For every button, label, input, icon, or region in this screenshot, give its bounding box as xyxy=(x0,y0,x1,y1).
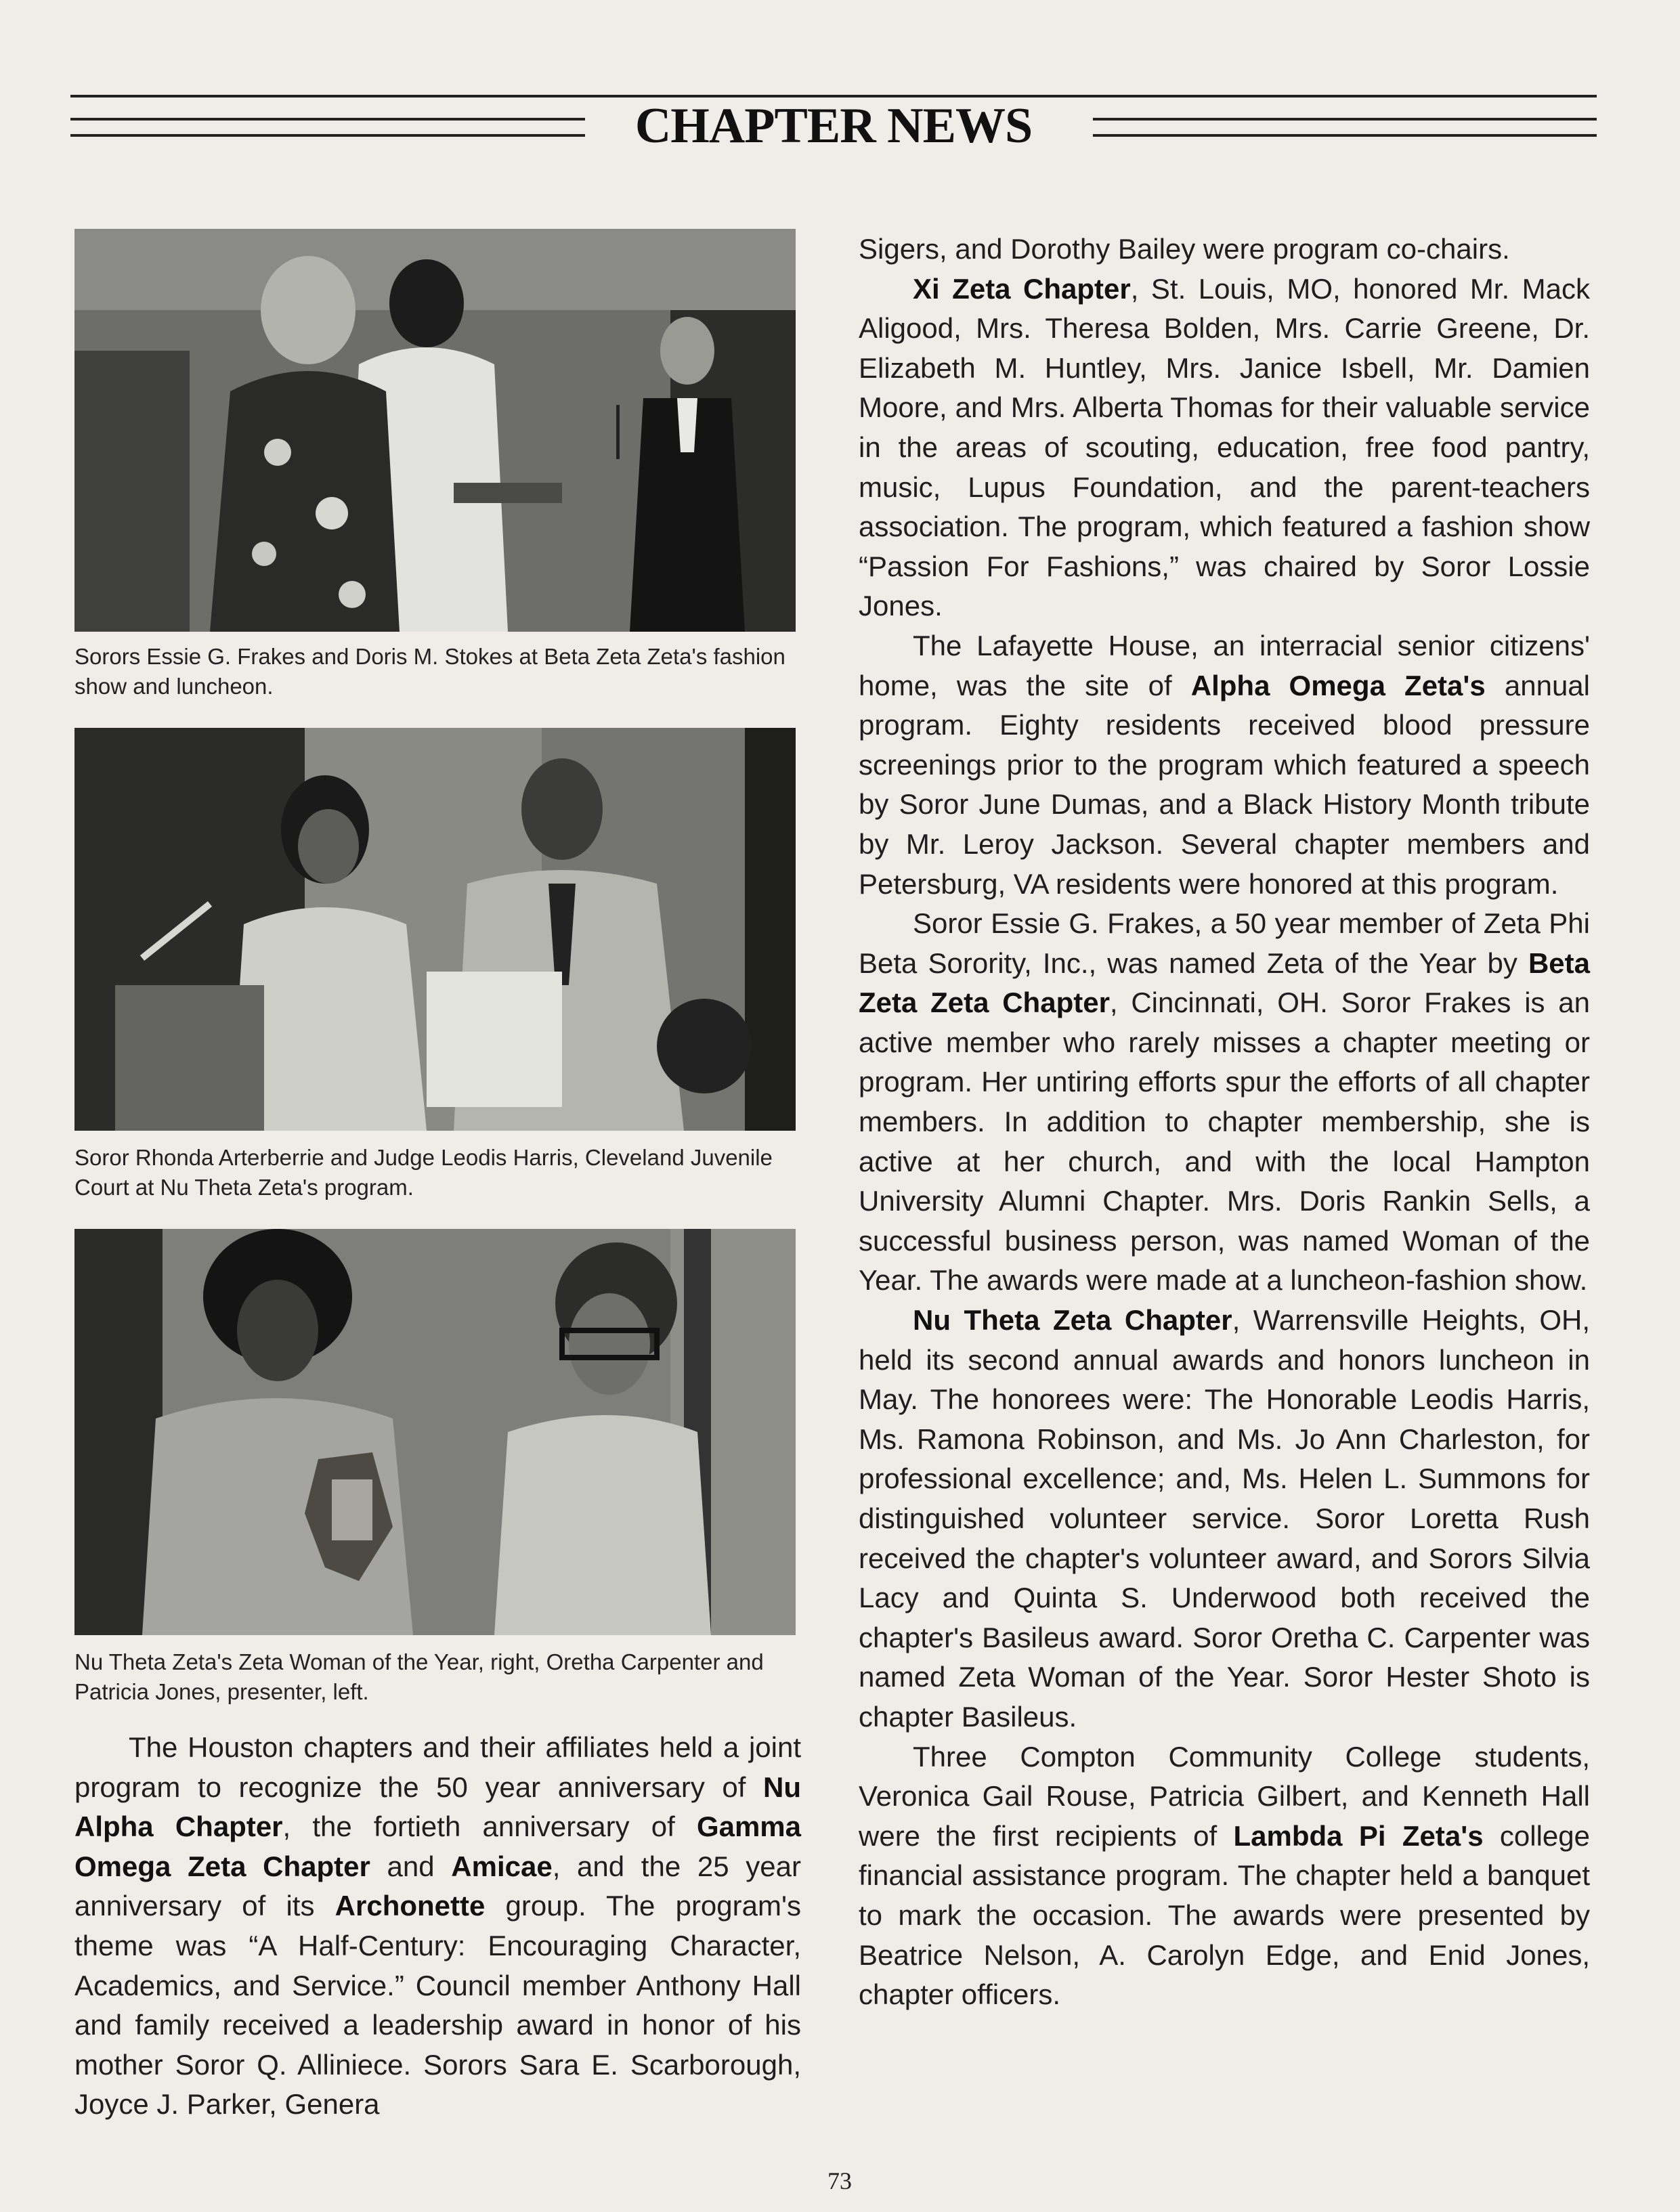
caption-photo-2: Soror Rhonda Arterberrie and Judge Leodis Harris, Cleveland Juvenile Court at Nu Theta Zeta's program. xyxy=(74,1145,773,1200)
paragraph-nu-theta-zeta: Nu Theta Zeta Chapter, Warrensville Heights, OH, held its second annual awards and honors luncheon in May. The honorees were: The Honorable Leodis Harris, Ms. Ramona Robinson, and Ms. Jo Ann Charleston, for professional excellence; and, Ms. Helen L. Summons for distinguished volunteer service. Soror Loretta Rush received the chapter's volunteer award, and Sorors Silvia Lacy and Quinta S. Underwood both received the chapter's Basileus award. Soror Oretha C. Carpenter was named Zeta Woman of the Year. Soror Hester Shoto is chapter Basileus. xyxy=(859,1304,1590,1733)
left-column-text xyxy=(74,1728,801,2125)
photo-carpenter-jones xyxy=(74,1229,796,1635)
page-title: CHAPTER NEWS xyxy=(70,97,1597,155)
caption-photo-3: Nu Theta Zeta's Zeta Woman of the Year, right, Oretha Carpenter and Patricia Jones, presenter, left. xyxy=(74,1649,764,1704)
photo-frakes-stokes xyxy=(74,229,796,632)
page-number: 73 xyxy=(827,2167,852,2194)
paragraph-continuation: Sigers, and Dorothy Bailey were program co-chairs. xyxy=(859,233,1510,265)
paragraph-lambda-pi-zeta: Three Compton Community College students, Veronica Gail Rouse, Patricia Gilbert, and Kenneth Hall were the first recipients of Lambda Pi Zeta's college financial assistance program. The chapter held a banquet to mark the occasion. The awards were presented by Beatrice Nelson, A. Carolyn Edge, and Enid Jones, chapter officers. xyxy=(859,1740,1591,2011)
right-column-text xyxy=(859,230,1590,2015)
paragraph-xi-zeta: Xi Zeta Chapter, St. Louis, MO, honored Mr. Mack Aligood, Mrs. Theresa Bolden, Mrs. Carrie Greene, Dr. Elizabeth M. Huntley, Mrs. Janice Isbell, Mr. Damien Moore, and Mrs. Alberta Thomas for their valuable service in the areas of scouting, education, free food pantry, music, Lupus Foundation, and the parent-teachers association. The program, which featured a fashion show “Passion For Fashions,” was chaired by Soror Lossie Jones. xyxy=(859,272,1590,622)
section-header xyxy=(70,95,1597,162)
paragraph-houston: The Houston chapters and their affiliates held a joint program to recognize the 50 year anniversary of Nu Alpha Chapter, the fortieth anniversary of Gamma Omega Zeta Chapter and Amicae, and the 25 year anniversary of its Archonette group. The program's theme was “A Half-Century: Encouraging Character, Academics, and Service.” Council member Anthony Hall and family received a leadership award in honor of his mother Soror Q. Alliniece. Sorors Sara E. Scarborough, Joyce J. Parker, Genera xyxy=(74,1731,802,2121)
caption-photo-1: Sorors Essie G. Frakes and Doris M. Stokes at Beta Zeta Zeta's fashion show and luncheon. xyxy=(74,644,785,699)
paragraph-alpha-omega-zeta: The Lafayette House, an interracial senior citizens' home, was the site of Alpha Omega Zeta's annual program. Eighty residents received blood pressure screenings prior to the program which featured a speech by Soror June Dumas, and a Black History Month tribute by Mr. Leroy Jackson. Several chapter members and Petersburg, VA residents were honored at this program. xyxy=(859,629,1590,900)
paragraph-beta-zeta-zeta: Soror Essie G. Frakes, a 50 year member of Zeta Phi Beta Sorority, Inc., was named Zeta of the Year by Beta Zeta Zeta Chapter, Cincinnati, OH. Soror Frakes is an active member who rarely misses a chapter meeting or program. Her untiring efforts spur the efforts of all chapter members. In addition to chapter membership, she is active at her church, and with the local Hampton University Alumni Chapter. Mrs. Doris Rankin Sells, a successful business person, was named Woman of the Year. The awards were made at a luncheon-fashion show. xyxy=(859,907,1590,1297)
photo-arterberrie-harris xyxy=(74,728,796,1131)
